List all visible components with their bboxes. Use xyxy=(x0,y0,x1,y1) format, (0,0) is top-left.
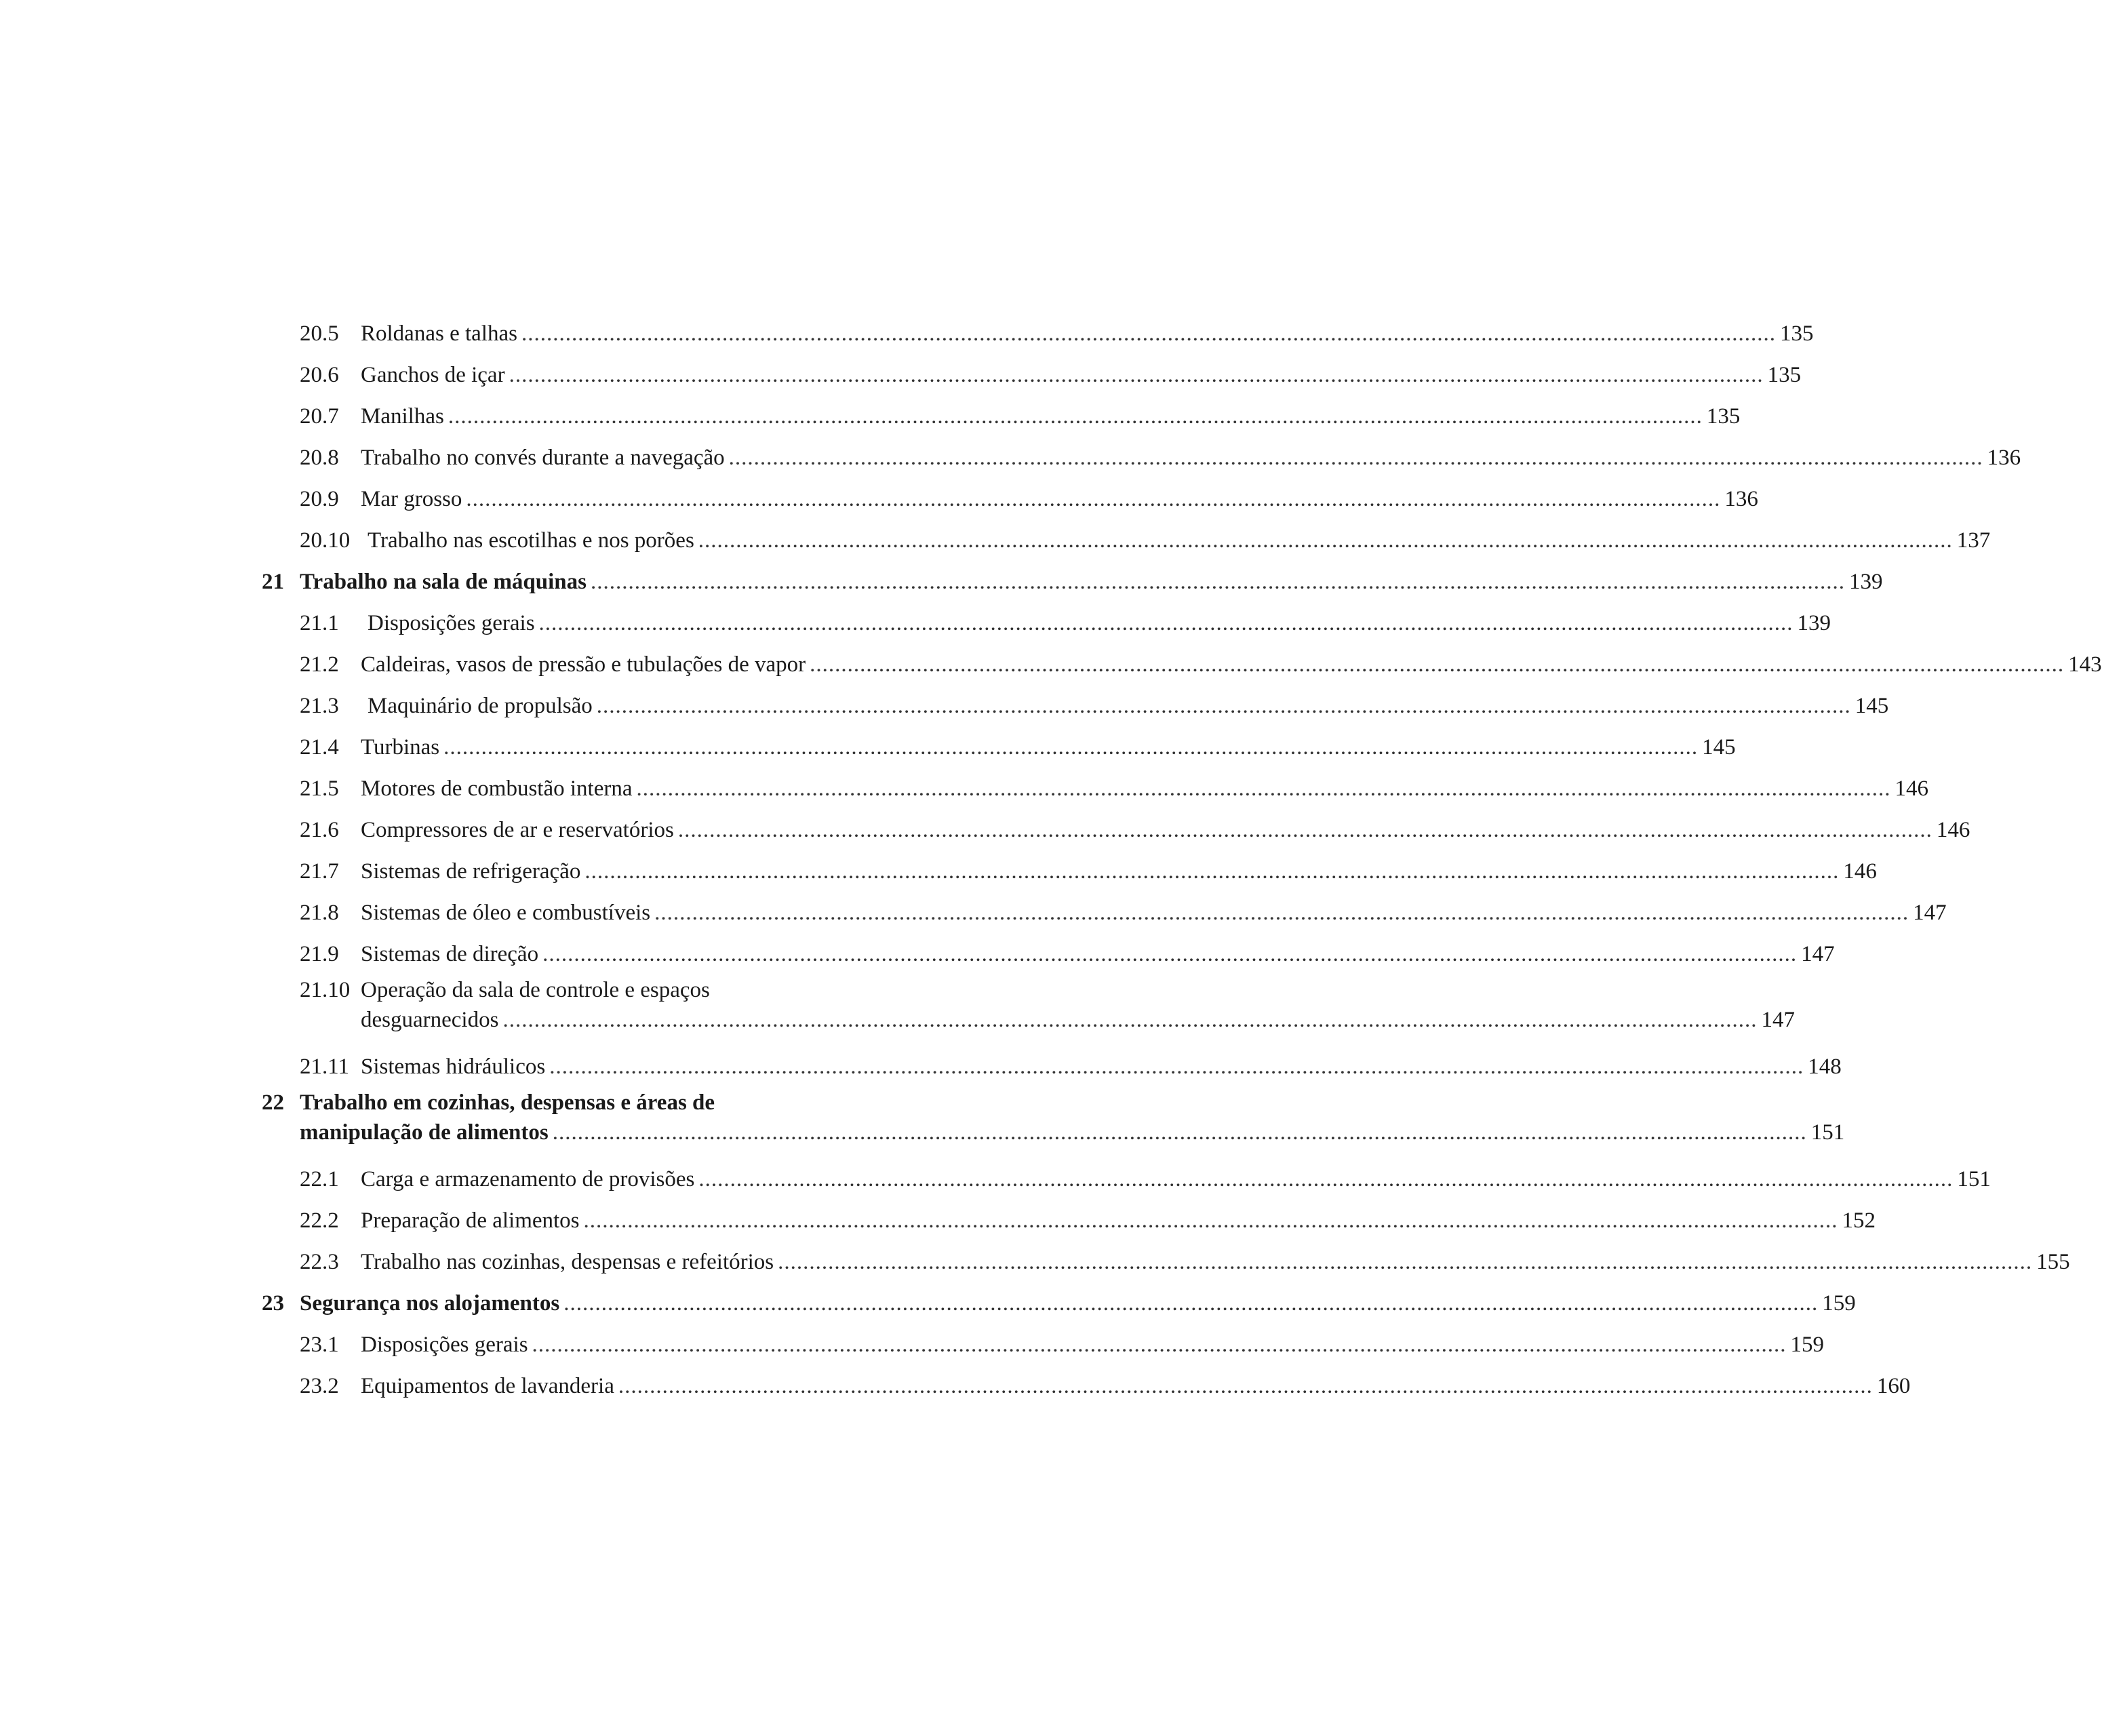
toc-entry-title: Carga e armazenamento de provisões xyxy=(361,1167,695,1191)
toc-entry-page: 143 xyxy=(2068,652,2102,677)
toc-entry-21-2[interactable] xyxy=(262,644,2102,686)
dot-leader: ........................................................................................................................................................................................................ xyxy=(509,363,1764,387)
toc-entry-page: 146 xyxy=(1843,859,1877,884)
dot-leader: ........................................................................................................................................................................................................ xyxy=(810,652,2065,677)
toc-entry-number: 21.10 xyxy=(300,978,351,1002)
toc-entry-number: 21.6 xyxy=(300,818,339,842)
toc-entry-21-3[interactable] xyxy=(262,686,1889,727)
toc-entry-number: 23.1 xyxy=(300,1333,339,1357)
toc-chapter-page: 139 xyxy=(1849,570,1883,594)
dot-leader: ........................................................................................................................................................................................................ xyxy=(549,1054,1804,1079)
dot-leader: ........................................................................................................................................................................................................ xyxy=(532,1333,1787,1357)
toc-entry-number: 21.11 xyxy=(300,1054,350,1079)
toc-entry-21-6[interactable] xyxy=(262,810,1970,851)
toc-entry-page: 139 xyxy=(1797,611,1831,635)
toc-entry-title: Mar grosso xyxy=(361,487,462,511)
toc-entry-number: 23.2 xyxy=(300,1374,339,1398)
toc-entry-number: 22.3 xyxy=(300,1250,339,1274)
toc-entry-page: 147 xyxy=(1801,942,1835,966)
dot-leader: ........................................................................................................................................................................................................ xyxy=(521,321,1776,346)
toc-entry-page: 151 xyxy=(1957,1167,1991,1191)
toc-entry-20-7[interactable] xyxy=(262,396,1741,437)
toc-chapter-page: 151 xyxy=(1810,1120,1845,1145)
toc-entry-page: 135 xyxy=(1779,321,1814,346)
toc-entry-title: Maquinário de propulsão xyxy=(368,694,593,718)
toc-entry-23-1[interactable] xyxy=(262,1324,1825,1366)
toc-entry-title: Manilhas xyxy=(361,404,444,429)
toc-entry-title: Caldeiras, vasos de pressão e tubulações de vapor xyxy=(361,652,806,677)
toc-entry-number: 21.5 xyxy=(300,776,339,801)
toc-entry-title: Motores de combustão interna xyxy=(361,776,633,801)
dot-leader: ........................................................................................................................................................................................................ xyxy=(584,859,1840,884)
dot-leader: ........................................................................................................................................................................................................ xyxy=(538,611,1793,635)
dot-leader: ........................................................................................................................................................................................................ xyxy=(563,1291,1819,1316)
toc-entry-title: Roldanas e talhas xyxy=(361,321,517,346)
toc-entry-page: 148 xyxy=(1808,1054,1842,1079)
dot-leader: ........................................................................................................................................................................................................ xyxy=(448,404,1703,429)
toc-entry-21-5[interactable] xyxy=(262,768,1928,810)
toc-entry-title: Sistemas hidráulicos xyxy=(361,1054,546,1079)
toc-entry-20-6[interactable] xyxy=(262,355,1802,396)
toc-chapter-title: Segurança nos alojamentos xyxy=(300,1291,560,1316)
table-of-contents xyxy=(262,313,2102,1407)
dot-leader: ........................................................................................................................................................................................................ xyxy=(698,1167,1954,1191)
toc-entry-title: Equipamentos de lavanderia xyxy=(361,1374,614,1398)
dot-leader: ........................................................................................................................................................................................................ xyxy=(618,1374,1873,1398)
dot-leader: ........................................................................................................................................................................................................ xyxy=(591,570,1846,594)
toc-entry-page: 145 xyxy=(1855,694,1889,718)
toc-entry-number: 20.10 xyxy=(300,528,351,553)
toc-entry-20-10[interactable] xyxy=(262,520,1991,561)
toc-entry-title: Ganchos de içar xyxy=(361,363,505,387)
dot-leader: ........................................................................................................................................................................................................ xyxy=(677,818,1932,842)
toc-entry-title: Turbinas xyxy=(361,735,440,760)
toc-chapter-title-line2: manipulação de alimentos xyxy=(300,1120,549,1145)
toc-entry-title: Trabalho nas cozinhas, despensas e refeitórios xyxy=(361,1250,774,1274)
toc-entry-title: Trabalho no convés durante a navegação xyxy=(361,446,725,470)
toc-entry-22-3[interactable] xyxy=(262,1242,2070,1283)
toc-entry-page: 136 xyxy=(1987,446,2021,470)
toc-entry-page: 146 xyxy=(1895,776,1928,801)
toc-entry-number: 20.7 xyxy=(300,404,339,429)
toc-entry-21-1[interactable] xyxy=(262,603,1831,644)
toc-entry-title: Disposições gerais xyxy=(361,1333,528,1357)
toc-entry-number: 21.2 xyxy=(300,652,339,677)
toc-entry-title: Trabalho nas escotilhas e nos porões xyxy=(368,528,694,553)
toc-entry-number: 22.1 xyxy=(300,1167,339,1191)
toc-entry-number: 20.8 xyxy=(300,446,339,470)
toc-entry-number: 21.7 xyxy=(300,859,339,884)
toc-chapter-number: 23 xyxy=(262,1291,284,1316)
toc-entry-title: Sistemas de óleo e combustíveis xyxy=(361,901,651,925)
toc-entry-21-8[interactable] xyxy=(262,892,1947,934)
toc-entry-page: 147 xyxy=(1913,901,1947,925)
toc-entry-21-11[interactable] xyxy=(262,1046,1842,1088)
toc-entry-number: 21.4 xyxy=(300,735,339,760)
toc-entry-page: 152 xyxy=(1842,1208,1876,1233)
toc-entry-page: 145 xyxy=(1702,735,1736,760)
toc-entry-20-9[interactable] xyxy=(262,479,1758,520)
toc-entry-number: 20.9 xyxy=(300,487,339,511)
toc-chapter-title-line1: Trabalho em cozinhas, despensas e áreas de xyxy=(300,1090,715,1115)
toc-entry-21-10[interactable] xyxy=(262,975,1795,1046)
toc-entry-title-line2: desguarnecidos xyxy=(361,1008,499,1032)
toc-entry-title: Preparação de alimentos xyxy=(361,1208,580,1233)
dot-leader: ........................................................................................................................................................................................................ xyxy=(636,776,1891,801)
toc-entry-page: 135 xyxy=(1767,363,1802,387)
toc-entry-number: 22.2 xyxy=(300,1208,339,1233)
toc-entry-20-8[interactable] xyxy=(262,437,2021,479)
toc-entry-23-2[interactable] xyxy=(262,1366,1911,1407)
toc-entry-title: Disposições gerais xyxy=(368,611,535,635)
toc-entry-number: 21.1 xyxy=(300,611,339,635)
toc-entry-number: 21.8 xyxy=(300,901,339,925)
dot-leader: ........................................................................................................................................................................................................ xyxy=(654,901,1909,925)
dot-leader: ........................................................................................................................................................................................................ xyxy=(542,942,1798,966)
dot-leader: ........................................................................................................................................................................................................ xyxy=(583,1208,1838,1233)
toc-chapter-21[interactable] xyxy=(262,561,1883,603)
toc-entry-page: 137 xyxy=(1956,528,1991,553)
toc-chapter-number: 22 xyxy=(262,1090,284,1115)
toc-chapter-22[interactable] xyxy=(262,1088,1845,1159)
dot-leader: ........................................................................................................................................................................................................ xyxy=(698,528,1953,553)
dot-leader: ........................................................................................................................................................................................................ xyxy=(502,1008,1758,1032)
toc-chapter-number: 21 xyxy=(262,570,284,594)
toc-entry-number: 20.5 xyxy=(300,321,339,346)
toc-entry-number: 21.3 xyxy=(300,694,339,718)
toc-entry-title: Sistemas de direção xyxy=(361,942,539,966)
toc-entry-title-line1: Operação da sala de controle e espaços xyxy=(361,978,710,1002)
toc-entry-page: 160 xyxy=(1876,1374,1911,1398)
toc-entry-page: 155 xyxy=(2036,1250,2070,1274)
toc-entry-21-7[interactable] xyxy=(262,851,1877,892)
dot-leader: ........................................................................................................................................................................................................ xyxy=(728,446,1983,470)
dot-leader: ........................................................................................................................................................................................................ xyxy=(552,1120,1807,1145)
dot-leader: ........................................................................................................................................................................................................ xyxy=(778,1250,2033,1274)
toc-entry-22-2[interactable] xyxy=(262,1200,1876,1242)
toc-entry-20-5[interactable] xyxy=(262,313,1814,355)
dot-leader: ........................................................................................................................................................................................................ xyxy=(596,694,1851,718)
toc-entry-21-9[interactable] xyxy=(262,934,1835,975)
toc-entry-21-4[interactable] xyxy=(262,727,1736,768)
dot-leader: ........................................................................................................................................................................................................ xyxy=(466,487,1721,511)
toc-entry-page: 146 xyxy=(1936,818,1970,842)
toc-entry-page: 135 xyxy=(1706,404,1741,429)
toc-chapter-page: 159 xyxy=(1822,1291,1856,1316)
toc-entry-number: 20.6 xyxy=(300,363,339,387)
toc-entry-page: 136 xyxy=(1724,487,1758,511)
toc-entry-title: Compressores de ar e reservatórios xyxy=(361,818,674,842)
dot-leader: ........................................................................................................................................................................................................ xyxy=(443,735,1699,760)
toc-chapter-title: Trabalho na sala de máquinas xyxy=(300,570,587,594)
toc-entry-page: 147 xyxy=(1761,1008,1795,1032)
toc-entry-title: Sistemas de refrigeração xyxy=(361,859,581,884)
toc-entry-22-1[interactable] xyxy=(262,1159,1991,1200)
toc-entry-number: 21.9 xyxy=(300,942,339,966)
toc-chapter-23[interactable] xyxy=(262,1283,1856,1324)
toc-entry-page: 159 xyxy=(1790,1333,1825,1357)
